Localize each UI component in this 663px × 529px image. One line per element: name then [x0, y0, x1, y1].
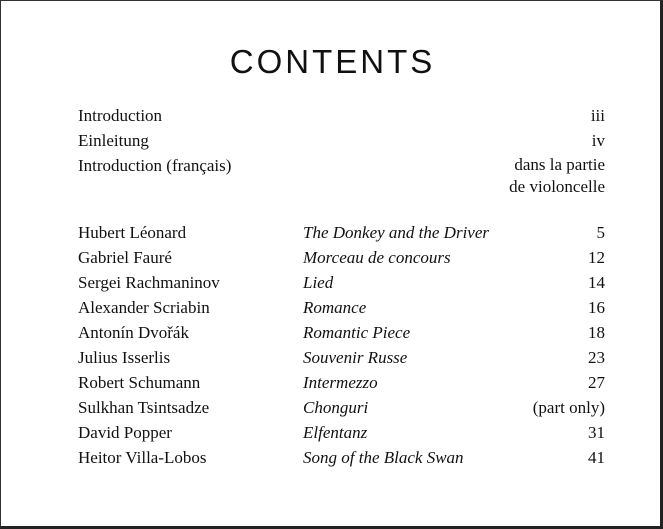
page-number: 16 — [588, 298, 605, 317]
toc-entry — [1, 396, 663, 420]
piece-title: Chonguri — [303, 398, 369, 417]
page-number: 23 — [588, 348, 605, 367]
composer-name: Alexander Scriabin — [78, 298, 210, 317]
intro-page-line: de violoncelle — [509, 177, 605, 196]
toc-entry — [1, 321, 663, 345]
piece-title: The Donkey and the Driver — [303, 223, 490, 242]
toc-entry — [1, 346, 663, 370]
intro-row — [1, 129, 663, 153]
page-number: 18 — [588, 323, 605, 342]
toc-entry — [1, 421, 663, 445]
composer-name: Julius Isserlis — [78, 348, 171, 367]
intro-page-line: dans la partie — [514, 155, 605, 174]
page-number: 12 — [588, 248, 605, 267]
intro-page-note — [509, 154, 605, 198]
toc-entry — [1, 371, 663, 395]
composer-name: Antonín Dvořák — [78, 323, 189, 342]
toc-entry — [1, 246, 663, 270]
intro-label: Introduction (français) — [78, 156, 232, 175]
composer-name: Sulkhan Tsintsadze — [78, 398, 210, 417]
toc-entry — [1, 446, 663, 470]
page-number: (part only) — [532, 398, 605, 417]
intro-page: iii — [590, 106, 605, 125]
toc-entry — [1, 271, 663, 295]
page-title: CONTENTS — [229, 43, 436, 80]
intro-label: Introduction — [78, 106, 163, 125]
page-number: 5 — [596, 223, 605, 242]
page-number: 41 — [588, 448, 605, 467]
piece-title: Lied — [303, 273, 334, 292]
composer-name: Hubert Léonard — [78, 223, 187, 242]
composer-name: Sergei Rachmaninov — [78, 273, 220, 292]
piece-title: Song of the Black Swan — [303, 448, 464, 467]
composer-name: Robert Schumann — [78, 373, 201, 392]
page-number: 31 — [588, 423, 605, 442]
piece-title: Souvenir Russe — [303, 348, 408, 367]
intro-row — [1, 104, 663, 128]
composer-name: David Popper — [78, 423, 172, 442]
composer-name: Heitor Villa-Lobos — [78, 448, 207, 467]
piece-title: Romance — [303, 298, 367, 317]
page-number: 27 — [588, 373, 605, 392]
piece-title: Romantic Piece — [303, 323, 411, 342]
piece-title: Intermezzo — [303, 373, 378, 392]
piece-title: Elfentanz — [303, 423, 368, 442]
intro-page: iv — [591, 131, 605, 150]
intro-row — [1, 154, 663, 200]
intro-label: Einleitung — [78, 131, 149, 150]
piece-title: Morceau de concours — [303, 248, 451, 267]
composer-name: Gabriel Fauré — [78, 248, 172, 267]
toc-entry — [1, 221, 663, 245]
toc-entry — [1, 296, 663, 320]
page-number: 14 — [588, 273, 605, 292]
